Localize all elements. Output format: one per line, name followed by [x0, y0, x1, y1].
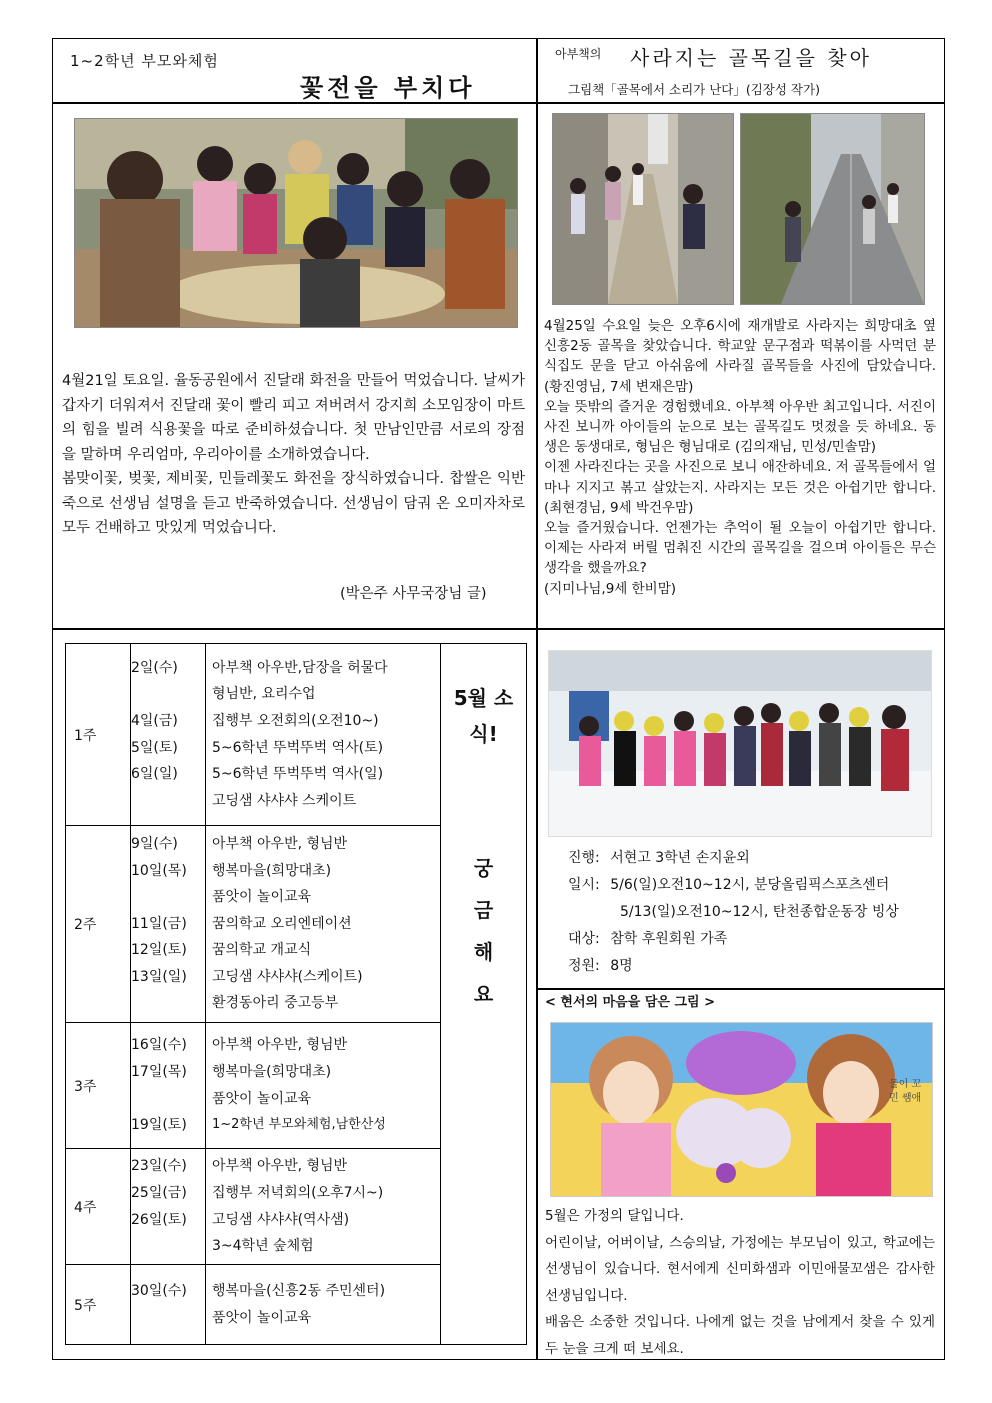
- day-cell: 25일(금): [131, 1184, 187, 1201]
- day-cell: 5일(토): [131, 739, 178, 756]
- day-cell: 11일(금): [131, 915, 187, 932]
- day-cell: 23일(수): [131, 1158, 187, 1175]
- schedule-table: [65, 643, 527, 1345]
- event-cell: 아부책 아우반, 형님반: [212, 1037, 348, 1054]
- drawing-body: [545, 1203, 935, 1362]
- event-cell: 고딩샘 샤샤샤 스케이트: [212, 792, 357, 809]
- day-cell: [131, 1233, 205, 1260]
- day-cell: [131, 681, 205, 708]
- day-cell: 4일(금): [131, 712, 178, 729]
- day-cell: [131, 1086, 205, 1113]
- event-cell: 환경동아리 중고등부: [212, 995, 339, 1012]
- side-question-char: 궁: [473, 856, 494, 880]
- right-kicker: 아부책의: [555, 47, 602, 61]
- week-label: 2주: [66, 826, 131, 1023]
- day-cell: 2일(수): [131, 659, 178, 676]
- side-title: 5월 소식!: [453, 686, 514, 746]
- schedule-week-row: [66, 644, 527, 826]
- event-cell: 집행부 오전회의(오전10~): [212, 712, 379, 729]
- day-cell: 6일(일): [131, 766, 178, 783]
- day-cell: 19일(토): [131, 1117, 187, 1134]
- day-cell: [131, 1305, 205, 1332]
- right-subtitle: 그림책「골목에서 소리가 난다」(김장성 작가): [568, 82, 820, 97]
- left-paragraph: 봄맞이꽃, 벚꽃, 제비꽃, 민들레꽃도 화전을 장식하였습니다. 찹쌀은 익반죽으로 선생님 설명을 듣고 반죽하였습니다. 선생님이 담궈 온 오미자차로 모두 건배하고 맛있게 먹었습니다.: [62, 471, 525, 536]
- column-divider-top: [536, 38, 538, 1360]
- event-cell: 1~2학년 부모와체험,남한산성: [212, 1117, 386, 1133]
- info-value: 8명: [610, 958, 633, 974]
- day-cell: 10일(목): [131, 862, 187, 879]
- event-cell: 고딩샘 샤샤샤(역사샘): [212, 1211, 350, 1228]
- drawing-balloon-text: 물이 꼬민 쌤애: [889, 1079, 922, 1104]
- event-cell: 아부책 아우반, 형님반: [212, 1158, 348, 1175]
- drawing-paragraph: 어린이날, 어버이날, 스승의날, 가정에는 부모님이 있고, 학교에는 선생님이 있습니다. 현서에게 신미화샘과 이민애물꼬샘은 감사한 선생님입니다.: [545, 1234, 935, 1304]
- day-cell: 26일(토): [131, 1211, 187, 1228]
- info-value: 5/13(일)오전10~12시, 탄천종합운동장 빙상: [620, 904, 899, 920]
- week-events: [206, 644, 441, 826]
- info-value: 5/6(일)오전10~12시, 분당올림픽스포츠센터: [610, 877, 890, 893]
- week-label: 4주: [66, 1149, 131, 1265]
- info-label: 정원:: [568, 958, 600, 974]
- event-cell: 꿈의학교 개교식: [212, 942, 312, 959]
- day-cell: [131, 788, 205, 815]
- right-paragraph: (지미나님,9세 한비맘): [544, 580, 677, 597]
- schedule-side-panel: [441, 644, 527, 1345]
- week-days: [131, 826, 206, 1023]
- alley-photo-1: [552, 113, 734, 305]
- right-paragraph: 오늘 뜻밖의 즐거운 경험했네요. 아부책 아우반 최고입니다. 서진이 사진 보니까 아이들의 눈으로 보는 골목길도 멋졌을 듯 하네요. 동생은 동생대로, 형님은 형님대로 (김의재님, 민성/민솔맘): [544, 398, 936, 456]
- side-question-char: 요: [473, 982, 494, 1006]
- info-value: 서현고 3학년 손지윤외: [610, 850, 750, 866]
- event-cell: 아부책 아우반, 형님반: [212, 835, 348, 852]
- week-events: [206, 1265, 441, 1345]
- event-cell: 5~6학년 뚜벅뚜벅 역사(토): [212, 739, 384, 756]
- week-days: [131, 644, 206, 826]
- event-cell: 품앗이 놀이교육: [212, 889, 312, 906]
- event-cell: 형님반, 요리수업: [212, 686, 316, 703]
- day-cell: [131, 990, 205, 1017]
- left-byline: (박은주 사무국장님 글): [340, 586, 487, 602]
- week-days: [131, 1149, 206, 1265]
- week-label: 1주: [66, 644, 131, 826]
- section-divider: [52, 628, 945, 630]
- info-row-host: [568, 847, 750, 867]
- event-cell: 행복마을(신흥2동 주민센터): [212, 1282, 386, 1299]
- info-row-datetime: [568, 874, 889, 894]
- day-cell: 16일(수): [131, 1037, 187, 1054]
- info-value: 참학 후원회원 가족: [610, 931, 728, 947]
- event-cell: 집행부 저녁회의(오후7시~): [212, 1184, 384, 1201]
- week-label: 3주: [66, 1023, 131, 1149]
- left-article-body: [62, 369, 525, 541]
- right-article-body: [544, 316, 936, 599]
- week-days: [131, 1023, 206, 1149]
- day-cell: 30일(수): [131, 1282, 187, 1299]
- event-cell: 행복마을(희망대초): [212, 1063, 332, 1080]
- week-days: [131, 1265, 206, 1345]
- info-row-datetime-2: [568, 901, 899, 921]
- week-label: 5주: [66, 1265, 131, 1345]
- side-question-char: 금: [473, 898, 494, 922]
- day-cell: 17일(목): [131, 1063, 187, 1080]
- alley-photo-2: [740, 113, 925, 305]
- event-cell: 품앗이 놀이교육: [212, 1090, 312, 1107]
- week-events: [206, 1149, 441, 1265]
- event-cell: 꿈의학교 오리엔테이션: [212, 915, 352, 932]
- event-cell: 고딩샘 샤샤샤(스케이트): [212, 968, 363, 985]
- side-question: [441, 847, 526, 1015]
- drawing-paragraph: 배움은 소중한 것입니다. 나에게 없는 것을 남에게서 찾을 수 있게 두 눈을 크게 떠 보세요.: [545, 1314, 935, 1357]
- info-label: 대상:: [568, 931, 600, 947]
- info-row-capacity: [568, 955, 633, 975]
- right-paragraph: 오늘 즐거웠습니다. 언젠가는 추억이 될 오늘이 아쉽기만 합니다. 이제는 사라져 버릴 멈춰진 시간의 골목길을 걸으며 아이들은 무슨 생각을 했을까요?: [544, 520, 936, 577]
- header-divider: [52, 102, 945, 104]
- drawing-paragraph: 5월은 가정의 달입니다.: [545, 1208, 684, 1224]
- info-row-target: [568, 928, 727, 948]
- event-cell: 품앗이 놀이교육: [212, 1309, 312, 1326]
- skating-photo: [548, 650, 932, 837]
- event-cell: 3~4학년 숲체험: [212, 1238, 314, 1255]
- side-question-char: 해: [473, 940, 494, 964]
- right-headline: 사라지는 골목길을 찾아: [630, 46, 872, 70]
- day-cell: 12일(토): [131, 942, 187, 959]
- left-paragraph: 4월21일 토요일. 율동공원에서 진달래 화전을 만들어 먹었습니다. 날씨가 갑자기 더워져서 진달래 꽃이 빨리 피고 져버려서 강지희 소모임장이 마트의 힘을 빌려 식용꽃을 따로 준비하셨습니다. 첫 만남인만큼 서로의 장점을 말하며 우리엄마, 우리아이를 소개하였습니다.: [62, 373, 525, 463]
- event-cell: 행복마을(희망대초): [212, 862, 332, 879]
- week-events: [206, 826, 441, 1023]
- right-paragraph: 4월25일 수요일 늦은 오후6시에 재개발로 사라지는 희망대초 옆 신흥2동 골목을 찾았습니다. 학교앞 문구점과 떡볶이를 사먹던 분식집도 문을 닫고 아쉬움에 사라질 골목들을 사진에 담았습니다. (황진영님, 7세 변재은맘): [544, 318, 937, 395]
- week-events: [206, 1023, 441, 1149]
- left-kicker: 1~2학년 부모와체험: [70, 52, 219, 70]
- event-cell: 5~6학년 뚜벅뚜벅 역사(일): [212, 766, 384, 783]
- info-label: 일시:: [568, 877, 600, 893]
- right-paragraph: 이젠 사라진다는 곳을 사진으로 보니 애잔하네요. 저 골목들에서 얼마나 지지고 볶고 살았는지. 사라지는 모든 것은 아쉽기만 합니다. (최현경님, 9세 박건우맘): [544, 459, 936, 516]
- event-cell: 아부책 아우반,담장을 허물다: [212, 659, 388, 676]
- drawing-image: [550, 1022, 933, 1197]
- right-box-divider: [536, 988, 945, 990]
- info-label: 진행:: [568, 850, 600, 866]
- day-cell: [131, 884, 205, 911]
- day-cell: 13일(일): [131, 968, 187, 985]
- day-cell: 9일(수): [131, 835, 178, 852]
- left-headline: 꽃전을 부치다: [300, 74, 476, 102]
- drawing-title: < 현서의 마음을 담은 그림 >: [545, 995, 715, 1010]
- picnic-photo: [74, 118, 518, 328]
